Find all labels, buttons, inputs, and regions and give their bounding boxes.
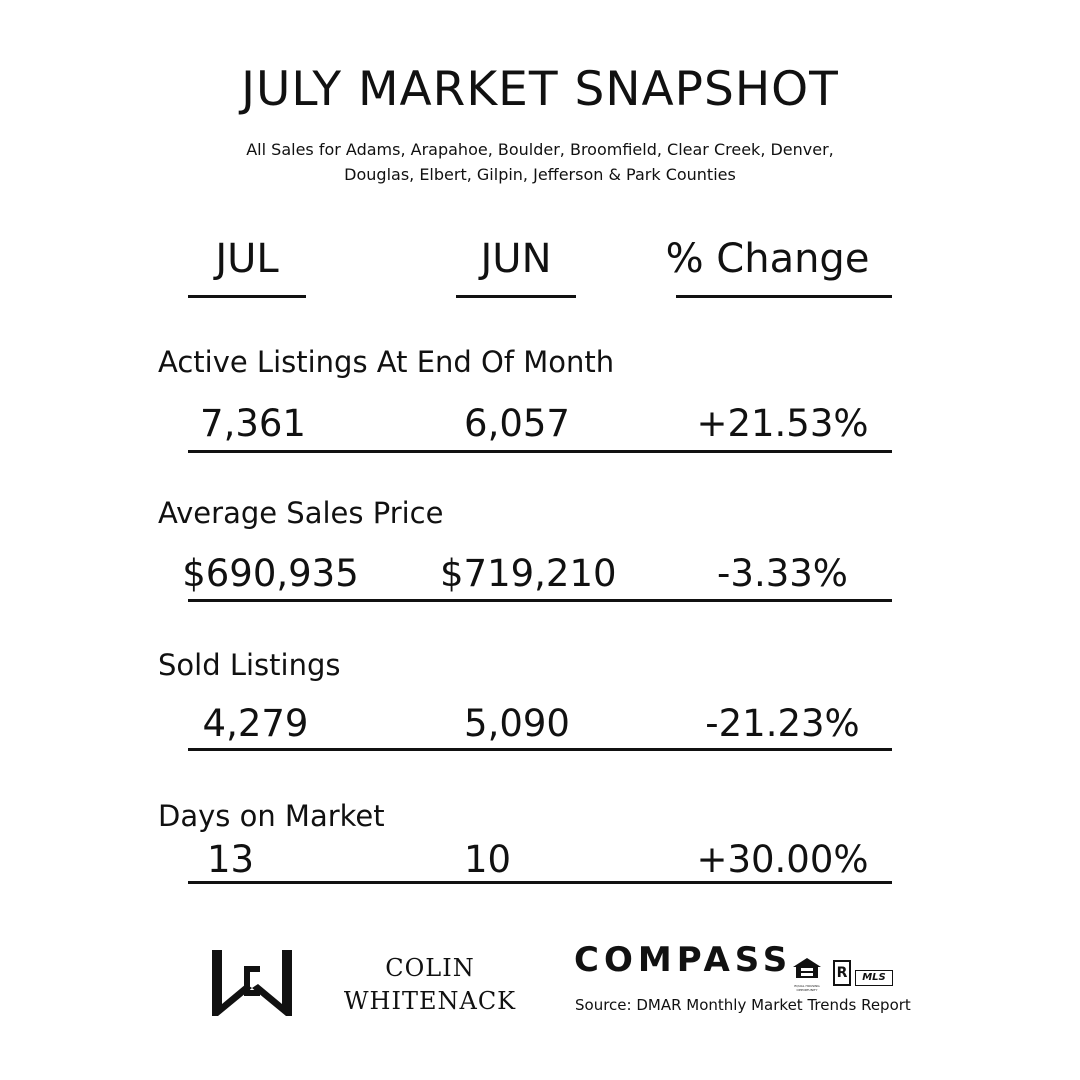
column-header-jun-underline [456, 295, 576, 298]
value-days-on-market-jul: 13 [206, 838, 255, 881]
value-active-listings-change: +21.53% [696, 402, 869, 445]
column-header-jun: JUN [480, 236, 552, 282]
subtitle-line-2: Douglas, Elbert, Gilpin, Jefferson & Park Counties [344, 165, 736, 184]
compass-logo: COMPASS [574, 940, 793, 980]
value-average-sales-price-jul: $690,935 [182, 552, 359, 595]
subtitle-line-1: All Sales for Adams, Arapahoe, Boulder, Broomfield, Clear Creek, Denver, [246, 140, 834, 159]
equal-housing-label: EQUAL HOUSING OPPORTUNITY [794, 984, 820, 992]
value-sold-listings-jun: 5,090 [464, 702, 570, 745]
brand-name-first: COLIN [385, 954, 475, 982]
value-average-sales-price-jun: $719,210 [440, 552, 617, 595]
subtitle [200, 137, 880, 187]
row-label-active-listings: Active Listings At End Of Month [158, 345, 615, 379]
mls-label: MLS [855, 970, 893, 986]
row-label-average-sales-price: Average Sales Price [158, 496, 444, 530]
row-label-sold-listings: Sold Listings [158, 648, 341, 682]
row-divider [188, 748, 892, 751]
colin-whitenack-logo-icon [208, 946, 296, 1020]
equal-housing-icon [790, 956, 824, 992]
value-active-listings-jul: 7,361 [200, 402, 306, 445]
source-note: Source: DMAR Monthly Market Trends Report [575, 996, 911, 1014]
column-header-jul-underline [188, 295, 306, 298]
value-days-on-market-change: +30.00% [696, 838, 869, 881]
value-days-on-market-jun: 10 [463, 838, 512, 881]
value-sold-listings-jul: 4,279 [202, 702, 309, 745]
column-header-change-underline [676, 295, 892, 298]
row-label-days-on-market: Days on Market [158, 799, 385, 833]
page-title: JULY MARKET SNAPSHOT [241, 62, 839, 117]
row-divider [188, 450, 892, 453]
mls-realtor-icon [833, 960, 895, 988]
brand-name-last: WHITENACK [343, 987, 517, 1015]
row-divider [188, 599, 892, 602]
value-average-sales-price-change: -3.33% [717, 552, 848, 595]
value-active-listings-jun: 6,057 [464, 402, 570, 445]
column-header-jul: JUL [215, 236, 279, 282]
realtor-mark: R [833, 960, 851, 986]
value-sold-listings-change: -21.23% [705, 702, 860, 745]
column-header-change: % Change [665, 236, 870, 282]
row-divider [188, 881, 892, 884]
